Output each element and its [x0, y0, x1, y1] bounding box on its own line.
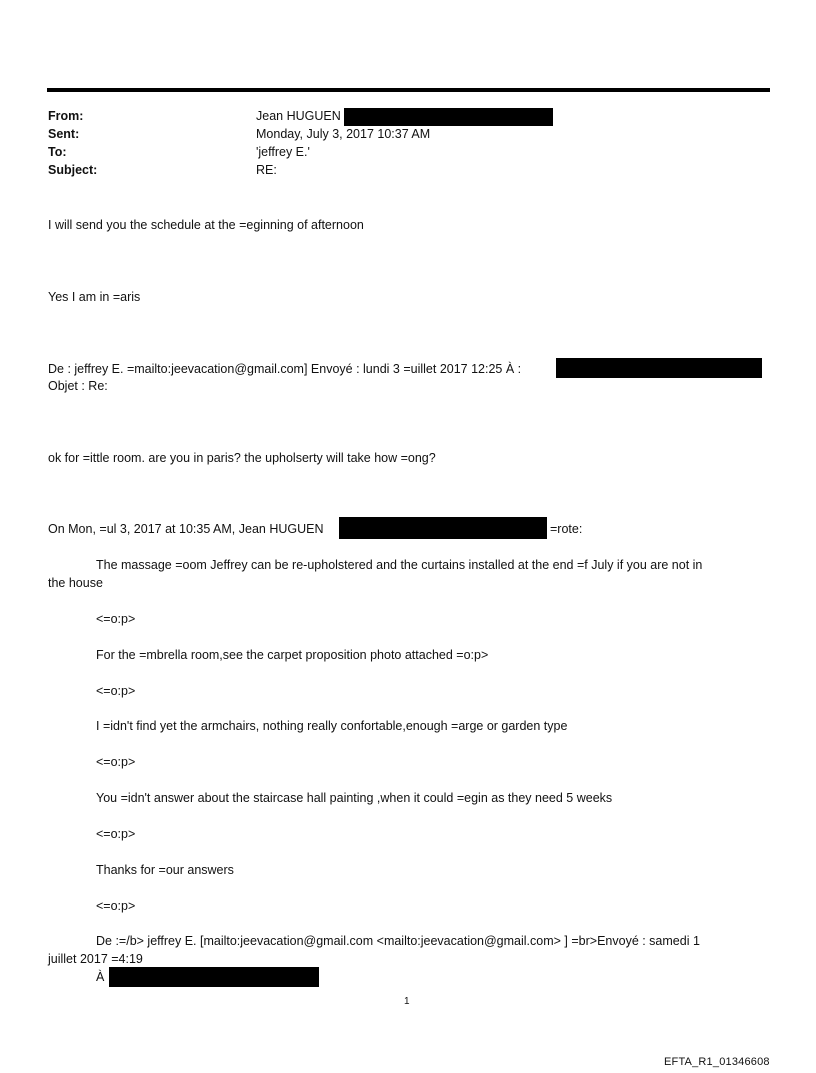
document-id: EFTA_R1_01346608: [664, 1056, 770, 1068]
body-paragraph: I will send you the schedule at the =eginning of afternoon: [48, 218, 364, 232]
body-paragraph: ok for =ittle room. are you in paris? the upholserty will take how =ong?: [48, 451, 436, 465]
subject-value: RE:: [256, 163, 277, 177]
redaction-from-email: [344, 108, 553, 126]
quote-paragraph: I =idn't find yet the armchairs, nothing really confortable,enough =arge or garden type: [96, 719, 568, 733]
quote-paragraph: For the =mbrella room,see the carpet proposition photo attached =o:p>: [96, 648, 489, 662]
redaction-recipient: [556, 358, 762, 378]
body-paragraph: Yes I am in =aris: [48, 290, 141, 304]
op-marker: <=o:p>: [96, 755, 136, 769]
quote-intro: On Mon, =ul 3, 2017 at 10:35 AM, Jean HUGUEN: [48, 522, 324, 536]
header-rule: [47, 88, 770, 92]
nested-forward-to: À: [96, 970, 105, 984]
op-marker: <=o:p>: [96, 684, 136, 698]
to-label: To:: [48, 145, 67, 159]
forward-header-line: De : jeffrey E. =mailto:jeevacation@gmail.com] Envoyé : lundi 3 =uillet 2017 12:25 À :: [48, 362, 522, 376]
quote-intro-suffix: =rote:: [550, 522, 583, 536]
quote-paragraph-cont: the house: [48, 576, 103, 590]
from-label: From:: [48, 109, 84, 123]
nested-forward-date: juillet 2017 =4:19: [48, 952, 143, 966]
sent-label: Sent:: [48, 127, 80, 141]
redaction-nested-recipient: [109, 967, 319, 987]
forward-subject-line: Objet : Re:: [48, 379, 108, 393]
page-number: 1: [404, 996, 410, 1007]
sent-value: Monday, July 3, 2017 10:37 AM: [256, 127, 431, 141]
subject-label: Subject:: [48, 163, 98, 177]
op-marker: <=o:p>: [96, 899, 136, 913]
op-marker: <=o:p>: [96, 827, 136, 841]
quote-paragraph: Thanks for =our answers: [96, 863, 234, 877]
quote-paragraph: The massage =oom Jeffrey can be re-upholstered and the curtains installed at the end =f July if you are not in: [96, 558, 703, 572]
from-value: Jean HUGUEN: [256, 109, 341, 123]
quote-paragraph: You =idn't answer about the staircase hall painting ,when it could =egin as they need 5 weeks: [96, 791, 613, 805]
redaction-sender-email: [339, 517, 547, 539]
op-marker: <=o:p>: [96, 612, 136, 626]
to-value: 'jeffrey E.': [256, 145, 310, 159]
nested-forward-header: De :=/b> jeffrey E. [mailto:jeevacation@gmail.com <mailto:jeevacation@gmail.com> ] =br>Envoyé : samedi 1: [96, 934, 700, 948]
